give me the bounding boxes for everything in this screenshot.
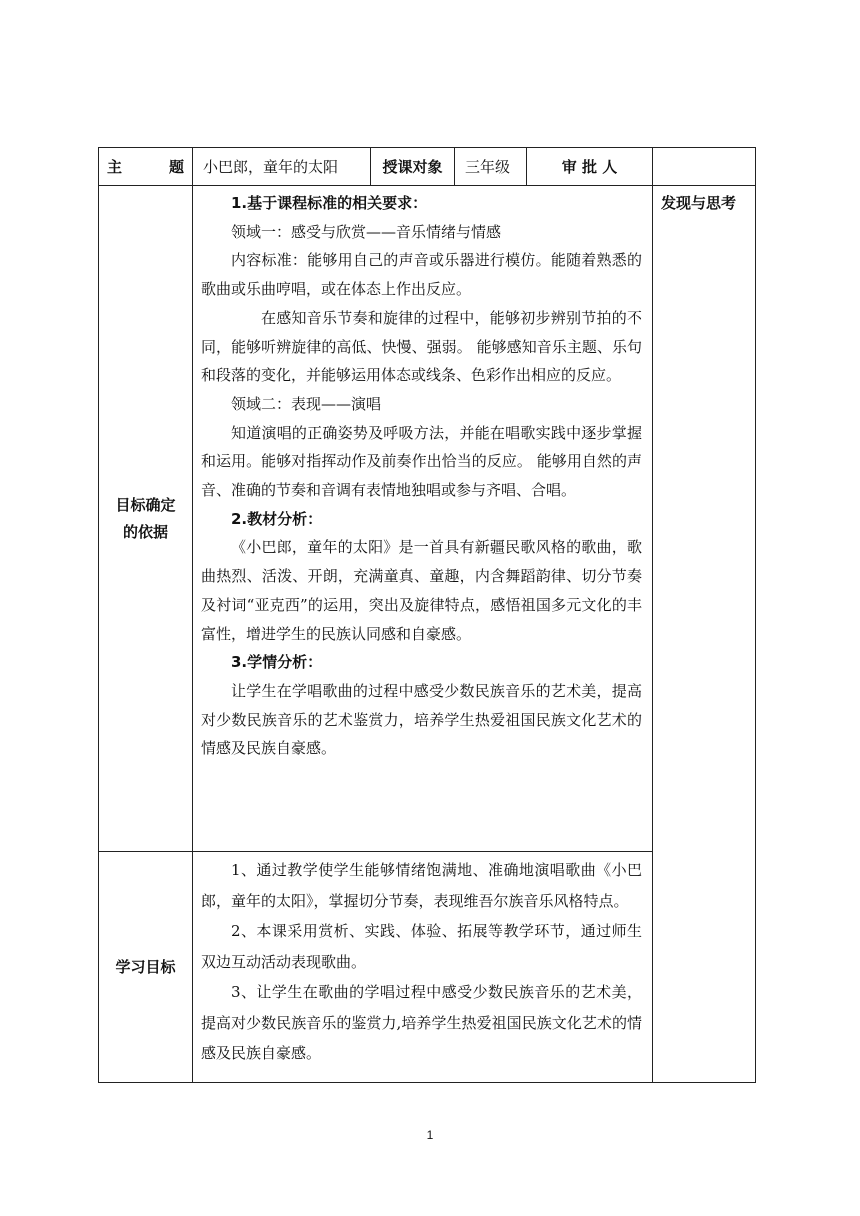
basis-content bbox=[193, 186, 653, 852]
basis-paragraph: 《小巴郎，童年的太阳》是一首具有新疆民歌风格的歌曲，歌曲热烈、活泼、开朗，充满童真、童趣，内含舞蹈韵律、切分节奏及衬词“亚克西”的运用，突出及旋律特点，感悟祖国多元文化的丰富性，增进学生的民族认同感和自豪感。 bbox=[201, 538, 643, 643]
approver-value bbox=[653, 148, 756, 186]
goals-label: 学习目标 bbox=[99, 852, 193, 1083]
basis-heading-learners: 3.学情分析： bbox=[231, 653, 323, 672]
basis-heading-standards: 1.基于课程标准的相关要求： bbox=[231, 194, 428, 212]
subject-label: 主 题 bbox=[99, 148, 193, 186]
notes-column bbox=[653, 186, 756, 1083]
audience-label: 授课对象 bbox=[371, 148, 455, 186]
basis-paragraph: 领域一：感受与欣赏——音乐情绪与情感 bbox=[231, 222, 502, 241]
subject-value: 小巴郎，童年的太阳 bbox=[193, 148, 371, 186]
basis-paragraph: 让学生在学唱歌曲的过程中感受少数民族音乐的艺术美，提高对少数民族音乐的艺术鉴赏力，培养学生热爱祖国民族文化艺术的情感及民族自豪感。 bbox=[201, 681, 643, 758]
notes-label: 发现与思考 bbox=[661, 194, 737, 212]
basis-row bbox=[99, 186, 756, 852]
basis-paragraph: 领域二：表现——演唱 bbox=[231, 394, 382, 413]
basis-paragraph: 在感知音乐节奏和旋律的过程中，能够初步辨别节拍的不同，能够听辨旋律的高低、快慢、强弱。 能够感知音乐主题、乐句和段落的变化，并能够运用体态或线条、色彩作出相应的反应。 bbox=[201, 308, 643, 385]
goal-item: 1、通过教学使学生能够情绪饱满地、准确地演唱歌曲《小巴郎，童年的太阳》，掌握切分节奏，表现维吾尔族音乐风格特点。 bbox=[201, 861, 643, 910]
basis-heading-material: 2.教材分析： bbox=[231, 509, 323, 528]
lesson-plan-table bbox=[98, 147, 756, 1083]
basis-paragraph: 内容标准：能够用自己的声音或乐器进行模仿。能随着熟悉的歌曲或乐曲哼唱，或在体态上作出反应。 bbox=[201, 251, 643, 299]
basis-paragraph: 知道演唱的正确姿势及呼吸方法，并能在唱歌实践中逐步掌握和运用。能够对指挥动作及前奏作出恰当的反应。 能够用自然的声音、准确的节奏和音调有表情地独唱或参与齐唱、合唱。 bbox=[201, 423, 643, 500]
goal-item: 3、让学生在歌曲的学唱过程中感受少数民族音乐的艺术美，提高对少数民族音乐的鉴赏力,培养学生热爱祖国民族文化艺术的情感及民族自豪感。 bbox=[201, 983, 643, 1062]
goals-content bbox=[193, 852, 653, 1083]
audience-value: 三年级 bbox=[455, 148, 527, 186]
approver-label: 审 批 人 bbox=[527, 148, 653, 186]
page-number: 1 bbox=[426, 1128, 434, 1142]
header-row bbox=[99, 148, 756, 186]
goal-item: 2、本课采用赏析、实践、体验、拓展等教学环节，通过师生双边互动活动表现歌曲。 bbox=[201, 922, 643, 971]
basis-label: 目标确定 的依据 bbox=[99, 186, 193, 852]
